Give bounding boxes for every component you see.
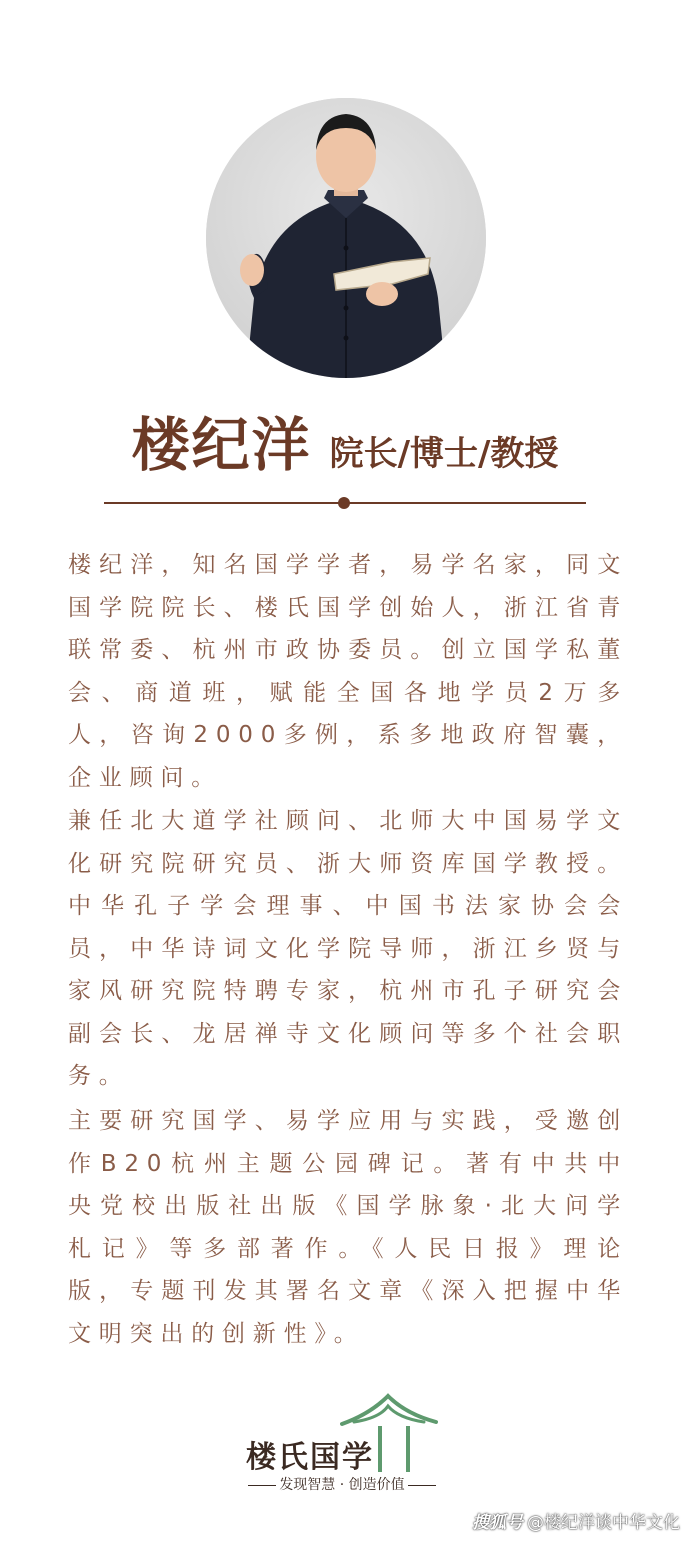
brand-logo (222, 1392, 462, 1497)
bio-paragraph-2: 兼任北大道学社顾问、北师大中国易学文化研究院研究员、浙大师资库国学教授。中华孔子学会理事、中国书法家协会会员，中华诗词文化学院导师，浙江乡贤与家风研究院特聘专家，杭州市孔子研究会副会长、龙居禅寺文化顾问等多个社会职务。 (68, 808, 628, 1089)
tagline-dash-left (248, 1485, 276, 1486)
name-header (0, 398, 690, 482)
logo-name: 楼氏国学 (246, 1440, 374, 1475)
person-illustration (206, 98, 486, 378)
divider-dot-icon (338, 497, 350, 509)
bio-paragraph-1: 楼纪洋，知名国学学者，易学名家，同文国学院院长、楼氏国学创始人，浙江省青联常委、杭州市政协委员。创立国学私董会、商道班，赋能全国各地学员2万多人，咨询2000多例，系多地政府智囊，企业顾问。 (68, 552, 628, 791)
person-titles: 院长/博士/教授 (329, 434, 559, 474)
logo-tagline-row (222, 1474, 462, 1494)
watermark-account: @楼纪洋谈中华文化 (527, 1513, 680, 1533)
tagline-dash-right (408, 1485, 436, 1486)
logo-tagline: 发现智慧 · 创造价值 (279, 1477, 405, 1493)
portrait-photo (206, 98, 486, 378)
bio-paragraph-3: 主要研究国学、易学应用与实践，受邀创作B20杭州主题公园碑记。著有中共中央党校出版社出版《国学脉象·北大问学札记》等多部著作。《人民日报》理论版，专题刊发其署名文章《深入把握中华文明突出的创新性》。 (68, 1108, 628, 1347)
watermark-brand: 搜狐号 (472, 1513, 523, 1533)
person-name: 楼纪洋 (131, 411, 312, 479)
watermark (472, 1508, 680, 1533)
